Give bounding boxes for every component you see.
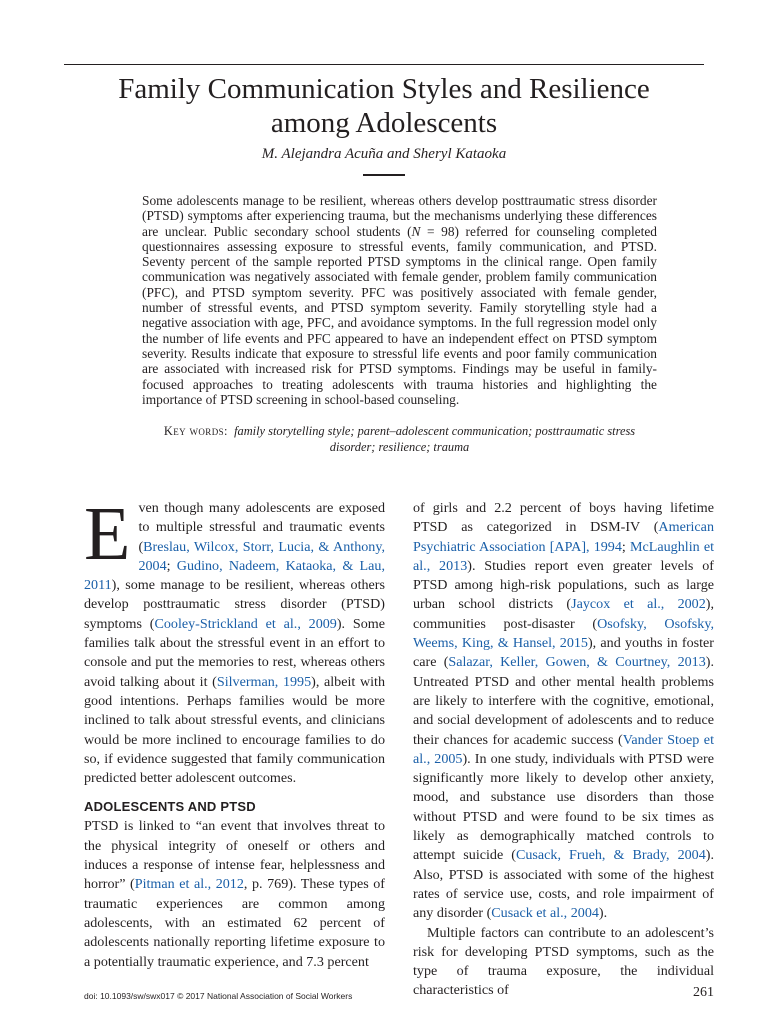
body-text: of girls and 2.2 percent of boys having lifetime PTSD as categorized in DSM-IV ( bbox=[413, 500, 714, 536]
citation-link[interactable]: Osofsky, Osofsky, Weems, King, & Hansel, 2015 bbox=[413, 615, 714, 652]
body-text: PTSD is linked to “an event that involves threat to the physical integrity of oneself or others and induces a response of intense fear, helplessness and horror” ( bbox=[84, 818, 385, 893]
citation-link[interactable]: Cusack, Frueh, & Brady, 2004 bbox=[515, 847, 706, 864]
body-text: ). Untreated PTSD and other mental health problems are likely to interfere with the cognitive, emotional, and social development of adolescents and to reduce their chances for academic success ( bbox=[413, 654, 714, 748]
intro-paragraph bbox=[84, 492, 386, 788]
continued-paragraph bbox=[413, 499, 714, 924]
citation-link[interactable]: Jaycox et al., 2002 bbox=[571, 596, 706, 613]
citation-link[interactable]: Vander Stoep et al., 2005 bbox=[413, 731, 714, 767]
citation-link[interactable]: Cusack et al., 2004 bbox=[491, 905, 599, 922]
citation-link[interactable]: Breslau, Wilcox, Storr, Lucia, & Anthony, 2004 bbox=[138, 538, 385, 574]
body-text: ), albeit with good intentions. Perhaps families would be more inclined to talk about stressful events, and clinicians would be more inclined to encourage families to do so, if evidence suggested that family communication predicted better adolescent outcomes. bbox=[84, 673, 385, 787]
citation-link[interactable]: McLaughlin et al., 2013 bbox=[413, 538, 714, 574]
keywords-label: Key words: bbox=[163, 424, 228, 438]
body-column-left bbox=[84, 492, 386, 972]
body-text: ; bbox=[621, 538, 630, 555]
body-text: ). bbox=[598, 905, 608, 922]
body-text: ven though many adolescents are exposed to multiple stressful and traumatic events ( bbox=[138, 500, 385, 555]
title-divider bbox=[363, 174, 405, 176]
citation-link[interactable]: American Psychiatric Association [APA], 1994 bbox=[413, 519, 714, 555]
top-rule bbox=[64, 64, 704, 65]
abstract bbox=[142, 193, 657, 407]
citation-link[interactable]: Gudino, Nadeem, Kataoka, & Lau, 2011 bbox=[84, 557, 385, 594]
citation-link[interactable]: Cooley-Strickland et al., 2009 bbox=[154, 615, 337, 632]
page-number: 261 bbox=[693, 985, 714, 1000]
citation-link[interactable]: Salazar, Keller, Gowen, & Courtney, 2013 bbox=[448, 654, 706, 671]
next-paragraph: Multiple factors can contribute to an adolescent’s risk for developing PTSD symptoms, such as the type of trauma exposure, the individual characteristics of bbox=[413, 924, 714, 999]
abstract-n-label: N bbox=[411, 223, 421, 239]
article-authors: M. Alejandra Acuña and Sheryl Kataoka bbox=[261, 146, 507, 162]
body-text: ), some manage to be resilient, whereas others develop posttraumatic stress disorder (PTSD) symptoms ( bbox=[84, 577, 385, 632]
citation-link[interactable]: Pitman et al., 2012 bbox=[134, 876, 244, 893]
page-footer bbox=[84, 985, 714, 1005]
abstract-text-2: = 98) referred for counseling completed questionnaires assessing exposure to stressful events, family communication, and PTSD. Seventy percent of the sample reported PTSD symptoms in the clinical range. Open family communication was negatively associated with female gender, problem family communication (PFC), and PTSD symptom severity. PFC was positively associated with female gender, number of stressful events, and PTSD symptom severity. Family storytelling style had a negative association with age, PFC, and avoidance symptoms. In the full regression model only the number of life events and PFC appeared to have an independent effect on PTSD symptom severity. Results indicate that exposure to stressful life events and poor family communication are associated with increased risk for PTSD symptoms. Findings may be useful in family-focused approaches to treating adolescents with trauma histories and highlighting the importance of PTSD screening in school-based counseling. bbox=[142, 223, 657, 407]
section-heading: ADOLESCENTS AND PTSD bbox=[84, 799, 256, 815]
body-text: ; bbox=[166, 557, 177, 574]
body-text: ), and youths in foster care ( bbox=[413, 635, 714, 671]
body-text: , p. 769). These types of traumatic experiences are common among adolescents, with an estimated 62 percent of adolescents nationally reporting lifetime exposure to a potentially traumatic experience, and 7.3 percent bbox=[84, 876, 385, 970]
section-paragraph bbox=[84, 817, 385, 971]
body-text: ), communities post-disaster ( bbox=[413, 596, 714, 632]
body-text: ). Studies report even greater levels of PTSD among high-risk populations, such as large urban school districts ( bbox=[413, 557, 714, 613]
title-line-1: Family Communication Styles and Resilience bbox=[118, 73, 650, 105]
title-line-2: among Adolescents bbox=[270, 107, 498, 139]
abstract-text-1: Some adolescents manage to be resilient, whereas others develop posttraumatic stress disorder (PTSD) symptoms after experiencing trauma, but the mechanisms underlying these differences are unclear. Public secondary school students ( bbox=[142, 193, 657, 239]
doi-copyright: doi: 10.1093/sw/swx017 © 2017 National Association of Social Workers bbox=[84, 991, 353, 1001]
article-title bbox=[60, 72, 708, 140]
drop-cap: E bbox=[84, 492, 131, 576]
keywords bbox=[142, 423, 657, 455]
body-text: ). Also, PTSD is associated with some of the highest rates of service use, costs, and role impairment of any disorder ( bbox=[413, 847, 714, 922]
body-text: ). In one study, individuals with PTSD were significantly more likely to develop other anxiety, mood, and substance use disorders than those without PTSD and were found to be six times as likely as demographically matched controls to attempt suicide ( bbox=[413, 750, 714, 864]
keywords-text: family storytelling style; parent–adolescent communication; posttraumatic stress disorder; resilience; trauma bbox=[234, 424, 636, 454]
body-column-right bbox=[413, 499, 714, 1001]
citation-link[interactable]: Silverman, 1995 bbox=[216, 673, 312, 690]
body-text: ). Some families talk about the stressful event in an effort to console and put the memories to rest, whereas others avoid talking about it ( bbox=[84, 615, 386, 690]
